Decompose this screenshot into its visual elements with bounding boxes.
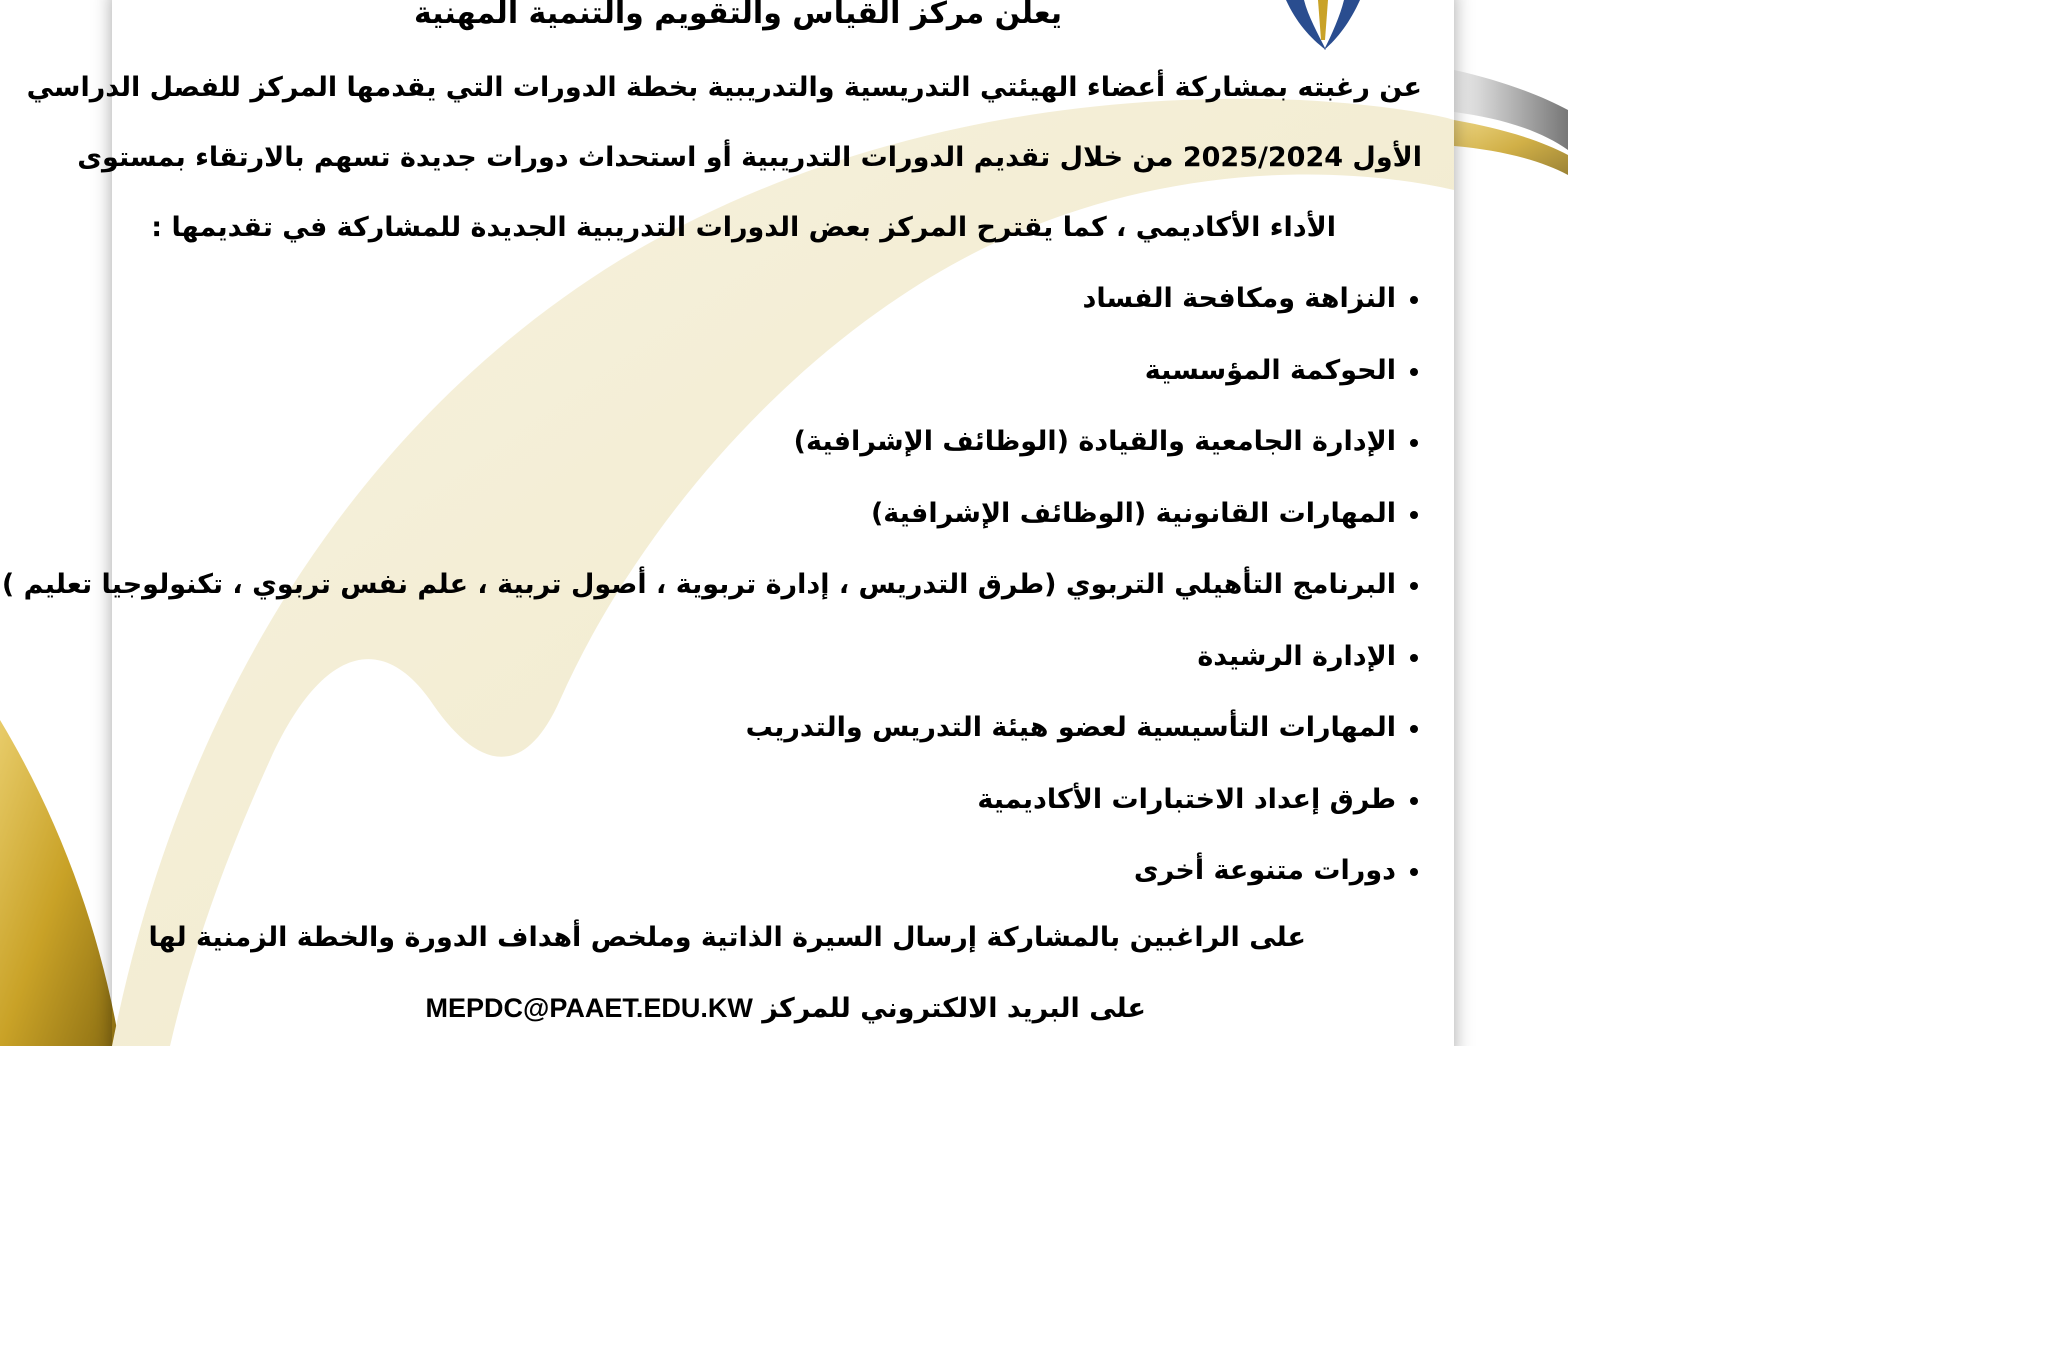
bullet-icon <box>1410 868 1418 876</box>
course-label: المهارات التأسيسية لعضو هيئة التدريس والتدريب <box>745 712 1396 743</box>
list-item <box>2 278 1418 350</box>
course-label: البرنامج التأهيلي التربوي (طرق التدريس ، إدارة تربوية ، أصول تربية ، علم نفس تربوي ، تكنولوجيا تعليم ) <box>1 569 1396 600</box>
list-item <box>2 350 1418 422</box>
course-label: طرق إعداد الاختبارات الأكاديمية <box>977 783 1396 815</box>
course-label: النزاهة ومكافحة الفساد <box>1082 283 1396 314</box>
course-label: الإدارة الجامعية والقيادة (الوظائف الإشرافية) <box>793 426 1396 457</box>
bullet-icon <box>1410 296 1418 304</box>
bullet-icon <box>1410 511 1418 519</box>
course-label: دورات متنوعة أخرى <box>1133 855 1396 886</box>
page-title: يعلن مركز القياس والتقويم والتنمية المهنية <box>413 0 1063 31</box>
course-list <box>2 278 1418 922</box>
institution-logo-icon <box>1278 0 1368 52</box>
intro-line-1: عن رغبته بمشاركة أعضاء الهيئتي التدريسية والتدريبية بخطة الدورات التي يقدمها المركز للفصل الدراسي <box>26 72 1422 103</box>
bullet-icon <box>1410 368 1418 376</box>
list-item <box>2 493 1418 565</box>
footer-contact-prefix: على البريد الالكتروني للمركز <box>762 993 1146 1024</box>
bullet-icon <box>1410 725 1418 733</box>
email-link[interactable]: MEPDC@PAAET.EDU.KW <box>425 993 753 1023</box>
list-item <box>2 707 1418 779</box>
course-label: الإدارة الرشيدة <box>1197 640 1396 672</box>
bullet-icon <box>1410 439 1418 447</box>
intro-line-2: الأول 2025/2024 من خلال تقديم الدورات التدريبية أو استحداث دورات جديدة تسهم بالارتقاء بمستوى <box>77 142 1422 173</box>
intro-line-3: الأداء الأكاديمي ، كما يقترح المركز بعض الدورات التدريبية الجديدة للمشاركة في تقديمها : <box>151 212 1336 243</box>
bullet-icon <box>1410 654 1418 662</box>
course-label: المهارات القانونية (الوظائف الإشرافية) <box>870 497 1396 529</box>
bullet-icon <box>1410 582 1418 590</box>
list-item <box>2 850 1418 922</box>
list-item <box>2 564 1418 636</box>
list-item <box>2 421 1418 493</box>
footer-contact <box>426 988 1147 1029</box>
footer-instructions: على الراغبين بالمشاركة إرسال السيرة الذاتية وملخص أهداف الدورة والخطة الزمنية لها <box>148 922 1306 953</box>
list-item <box>2 779 1418 851</box>
bullet-icon <box>1410 797 1418 805</box>
course-label: الحوكمة المؤسسية <box>1144 354 1396 386</box>
list-item <box>2 636 1418 708</box>
